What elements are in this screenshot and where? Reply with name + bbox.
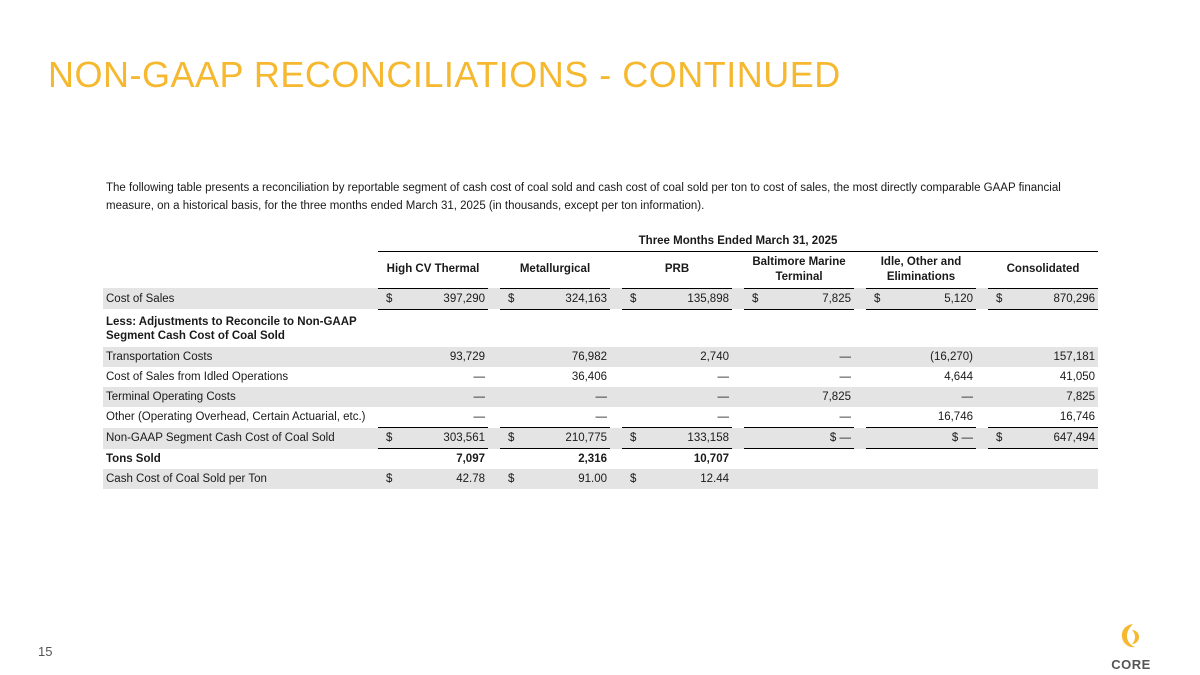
reconciliation-table xyxy=(103,231,1098,489)
table-row xyxy=(103,288,1098,309)
table-row xyxy=(103,469,1098,489)
column-header: Baltimore Marine Terminal xyxy=(744,251,854,288)
table-cell: 41,050 xyxy=(1059,371,1096,383)
table-cell: $ — xyxy=(744,428,854,449)
table-cell: $ 5,120 xyxy=(866,288,976,309)
table-row xyxy=(103,449,1098,470)
table-cell xyxy=(866,469,976,489)
table-cell: — xyxy=(744,407,854,428)
row-label: Non-GAAP Segment Cash Cost of Coal Sold xyxy=(103,428,378,449)
row-label: Tons Sold xyxy=(106,452,161,465)
table-cell: $ 397,290 xyxy=(378,288,488,309)
section-label: Less: Adjustments to Reconcile to Non-GAAP Segment Cash Cost of Coal Sold xyxy=(106,316,357,342)
table-cell: — xyxy=(378,407,488,428)
page-number: 15 xyxy=(38,644,53,659)
intro-paragraph: The following table presents a reconciliation by reportable segment of cash cost of coal sold and cash cost of coal sold per ton to cost of sales, the most directly comparable GAAP financial measure, on a historical basis, for the three months ended March 31, 2025 (in thousands, except per ton information). xyxy=(106,182,1061,212)
table-row xyxy=(103,387,1098,407)
table-cell: 36,406 xyxy=(571,371,607,383)
row-label: Cash Cost of Coal Sold per Ton xyxy=(103,469,378,489)
table-cell: — xyxy=(500,407,610,428)
table-cell: — xyxy=(473,371,485,383)
column-header: Consolidated xyxy=(988,251,1098,288)
table-cell: 93,729 xyxy=(378,347,488,367)
table-cell: $ 12.44 xyxy=(622,469,732,489)
table-cell: — xyxy=(717,371,729,383)
table-row xyxy=(103,367,1098,387)
table-cell: $ 133,158 xyxy=(622,428,732,449)
table-cell: 157,181 xyxy=(988,347,1098,367)
table-cell: $ 7,825 xyxy=(744,288,854,309)
page-title: NON-GAAP RECONCILIATIONS - CONTINUED xyxy=(48,54,841,95)
table-cell: $ 870,296 xyxy=(988,288,1098,309)
logo-text: CORE xyxy=(1111,657,1151,672)
table-cell: $ 303,561 xyxy=(378,428,488,449)
table-cell: 16,746 xyxy=(866,407,976,428)
table-cell: 7,825 xyxy=(988,387,1098,407)
table-cell: $ 210,775 xyxy=(500,428,610,449)
table-row xyxy=(103,428,1098,449)
table-cell: 7,825 xyxy=(744,387,854,407)
table-cell: — xyxy=(866,387,976,407)
core-logo xyxy=(1108,622,1154,672)
column-header: Metallurgical xyxy=(500,251,610,288)
row-label: Cost of Sales xyxy=(103,288,378,309)
table-cell xyxy=(988,449,1098,470)
table-cell xyxy=(866,449,976,470)
table-cell: 2,316 xyxy=(578,453,607,465)
column-header: PRB xyxy=(622,251,732,288)
core-logo-icon xyxy=(1119,622,1143,650)
table-cell xyxy=(988,469,1098,489)
table-cell: 7,097 xyxy=(456,453,485,465)
table-cell: — xyxy=(378,387,488,407)
table-cell: $ 42.78 xyxy=(378,469,488,489)
row-label: Terminal Operating Costs xyxy=(103,387,378,407)
row-label: Transportation Costs xyxy=(103,347,378,367)
column-header: Idle, Other and Eliminations xyxy=(866,251,976,288)
period-header: Three Months Ended March 31, 2025 xyxy=(378,231,1098,251)
table-cell xyxy=(744,469,854,489)
table-cell: $ — xyxy=(866,428,976,449)
table-row xyxy=(103,407,1098,428)
table-cell: — xyxy=(622,407,732,428)
table-cell: $ 647,494 xyxy=(988,428,1098,449)
table-cell: 10,707 xyxy=(693,453,729,465)
table-row xyxy=(103,347,1098,367)
table-cell xyxy=(744,449,854,470)
table-cell: 2,740 xyxy=(622,347,732,367)
column-header: High CV Thermal xyxy=(378,251,488,288)
table-cell: 76,982 xyxy=(500,347,610,367)
table-cell: — xyxy=(744,347,854,367)
row-label: Other (Operating Overhead, Certain Actuarial, etc.) xyxy=(106,411,366,424)
table-cell: $ 135,898 xyxy=(622,288,732,309)
row-label: Cost of Sales from Idled Operations xyxy=(106,371,289,383)
table-cell: — xyxy=(622,387,732,407)
table-cell: — xyxy=(839,371,851,383)
table-cell: $ 324,163 xyxy=(500,288,610,309)
table-cell: — xyxy=(500,387,610,407)
table-row xyxy=(103,309,1098,347)
table-cell: $ 91.00 xyxy=(500,469,610,489)
table-cell: (16,270) xyxy=(866,347,976,367)
table-cell: 16,746 xyxy=(988,407,1098,428)
table-cell: 4,644 xyxy=(944,371,973,383)
